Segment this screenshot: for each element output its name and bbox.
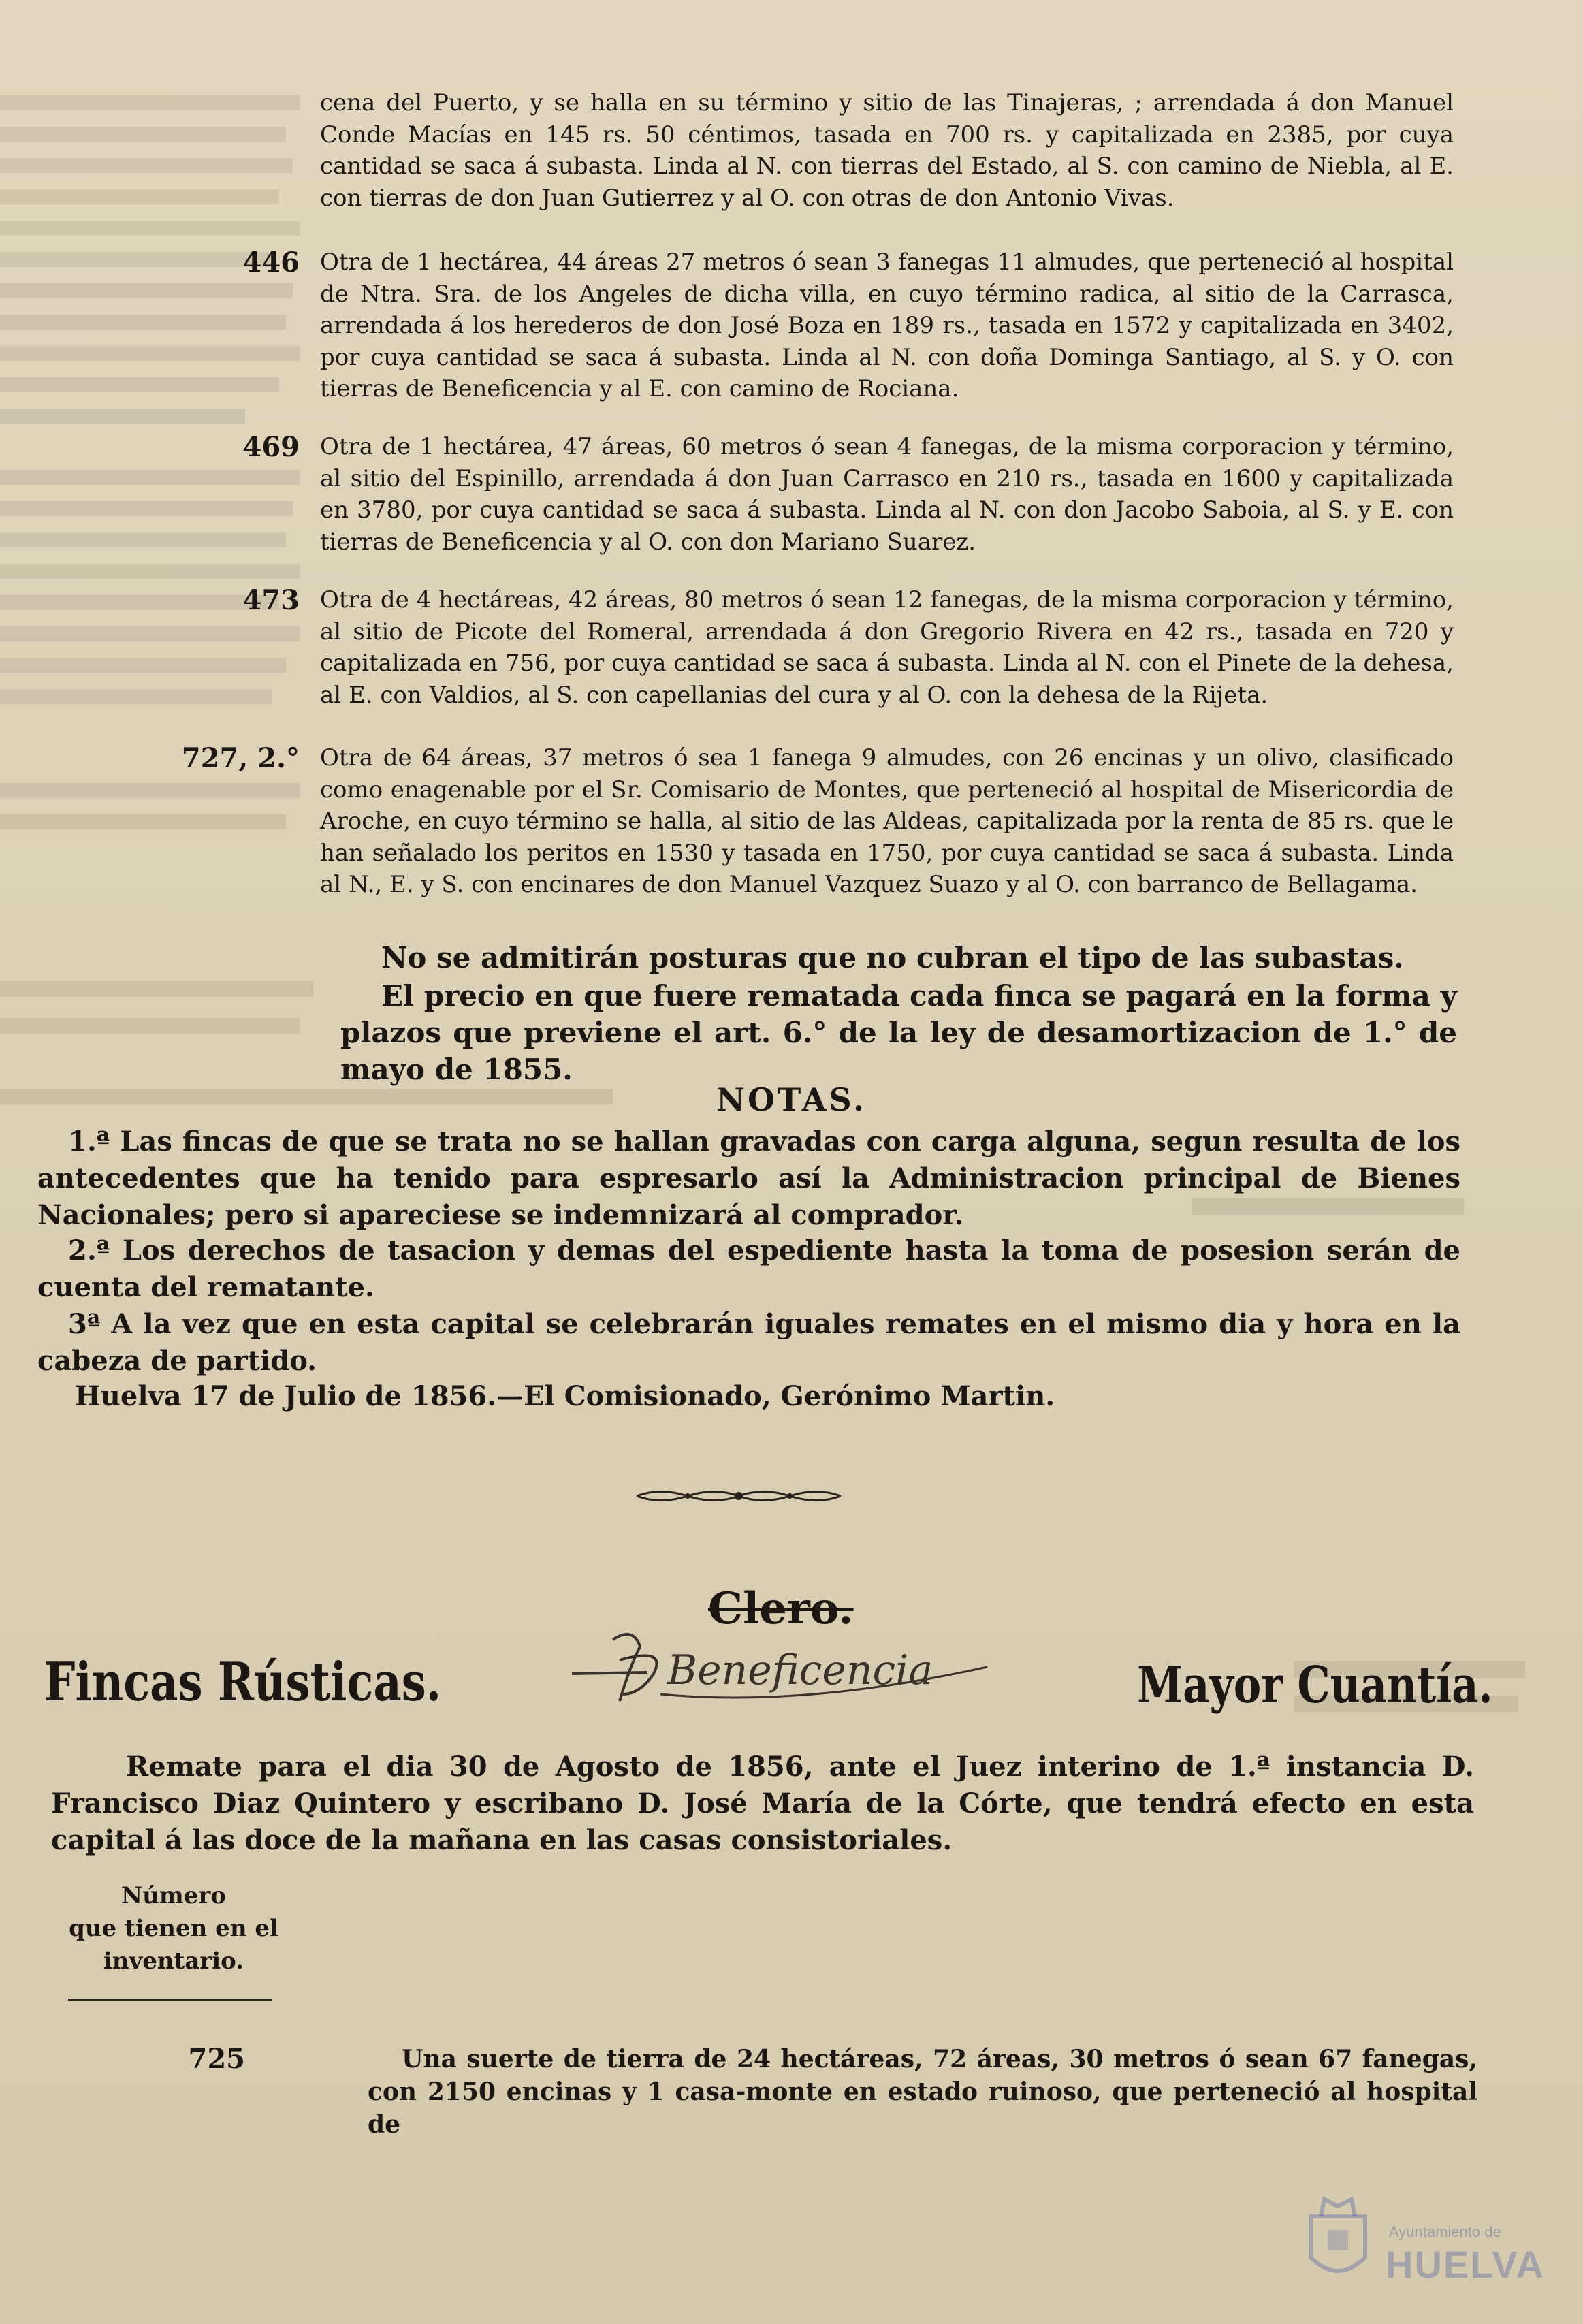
column-header-line: Número (121, 1882, 226, 1909)
entry-number: 727, 2.° (181, 742, 300, 774)
entry-text: Otra de 1 hectárea, 47 áreas, 60 metros ó sean 4 fanegas, de la misma corporacion y término, al sitio del Espinillo, arrendada á don Juan Carrasco en 210 rs., tasada en 1600 y capitalizada en 3780, por cuya cantidad se saca á subasta. Linda al N. con don Jacobo Saboia, al S. y E. con tierras de Beneficencia y al O. con don Mariano Suarez. (320, 433, 1454, 556)
auction-intro: Remate para el dia 30 de Agosto de 1856, ante el Juez interino de 1.ª instancia D. Francisco Diaz Quintero y escribano D. José María de la Córte, que tendrá efecto en esta capital á las doce de la mañana en las casas consistoriales. (51, 1751, 1474, 1856)
entry-number: 446 (242, 246, 300, 278)
inventory-column-header (65, 1879, 283, 1977)
entry-text: Otra de 1 hectárea, 44 áreas 27 metros ó sean 3 fanegas 11 almudes, que perteneció al hospital de Ntra. Sra. de los Angeles de dicha villa, en cuyo término radica, al sitio de la Carrasca, arrendada á los herederos de don José Boza en 189 rs., tasada en 1572 y capitalizada en 3402, por cuya cantidad se saca á subasta. Linda al N. con doña Dominga Santiago, al S. y O. con tierras de Beneficencia y al E. con camino de Rociana. (320, 249, 1454, 402)
huelva-logo (1297, 2182, 1545, 2312)
entry-text: Otra de 4 hectáreas, 42 áreas, 80 metros ó sean 12 fanegas, de la misma corporacion y término, al sitio de Picote del Romeral, arrendada á don Gregorio Rivera en 42 rs., tasada en 720 y capitalizada en 756, por cuya cantidad se saca á subasta. Linda al N. con el Pinete de la dehesa, al E. con Valdios, al S. con capellanias del cura y al O. con la dehesa de la Rijeta. (320, 586, 1454, 709)
entry-number: 725 (188, 2043, 245, 2075)
signature-line: Huelva 17 de Julio de 1856.—El Comisionado, Gerónimo Martin. (75, 1380, 1055, 1412)
price-note: El precio en que fuere rematada cada finca se pagará en la forma y plazos que previene el art. 6.° de la ley de desamortizacion de 1.° de mayo de 1855. (340, 979, 1457, 1086)
column-header-line: que tienen en el (69, 1915, 278, 1942)
handwritten-correction (565, 1619, 1001, 1715)
entry-text: Una suerte de tierra de 24 hectáreas, 72 áreas, 30 metros ó sean 67 fanegas, con 2150 encinas y 1 casa-monte en estado ruinoso, que perteneció al hospital de (368, 2045, 1477, 2139)
category-struck: Clero. (708, 1583, 854, 1634)
column-header-line: inventario. (103, 1947, 244, 1975)
note-item: 1.ª Las fincas de que se trata no se hallan gravadas con carga alguna, segun resulta de los antecedentes que ha tenido para espresarlo así la Administracion principal de Bienes Nacionales; pero si apareciese se indemnizará al comprador. (37, 1126, 1460, 1231)
entry-text: Otra de 64 áreas, 37 metros ó sea 1 fanega 9 almudes, con 26 encinas y un olivo, clasificado como enagenable por el Sr. Comisario de Montes, que perteneció al hospital de Misericordia de Aroche, en cuyo término se halla, al sitio de las Aldeas, capitalizada por la renta de 85 rs. que le han señalado los peritos en 1530 y tasada en 1750, por cuya cantidad se saca á subasta. Linda al N., E. y S. con encinares de don Manuel Vazquez Suazo y al O. con barranco de Bellagama. (320, 744, 1454, 898)
column-rule (68, 1999, 272, 2001)
logo-subtext: Ayuntamiento de (1389, 2223, 1501, 2240)
section-heading-left: Fincas Rústicas. (44, 1651, 442, 1713)
ornament-divider (633, 1486, 844, 1506)
logo-text: HUELVA (1386, 2243, 1545, 2286)
entry-number: 473 (242, 584, 300, 616)
section-heading-right: Mayor Cuantía. (1137, 1656, 1493, 1715)
entry-text: cena del Puerto, y se halla en su término y sitio de las Tinajeras, ; arrendada á don Manuel Conde Macías en 145 rs. 50 céntimos, tasada en 700 rs. y capitalizada en 2385, por cuya cantidad se saca á subasta. Linda al N. con tierras del Estado, al S. con camino de Niebla, al E. con tierras de don Juan Gutierrez y al O. con otras de don Antonio Vivas. (320, 89, 1454, 212)
entry-number: 469 (242, 431, 300, 463)
postura-note: No se admitirán posturas que no cubran el tipo de las subastas. (381, 941, 1404, 974)
notes-title: NOTAS. (716, 1081, 867, 1118)
note-item: 2.ª Los derechos de tasacion y demas del espediente hasta la toma de posesion serán de cuenta del rematante. (37, 1235, 1460, 1303)
handwritten-text: Beneficencia (667, 1646, 933, 1694)
note-item: 3ª A la vez que en esta capital se celebrarán iguales remates en el mismo dia y hora en la cabeza de partido. (37, 1308, 1460, 1377)
